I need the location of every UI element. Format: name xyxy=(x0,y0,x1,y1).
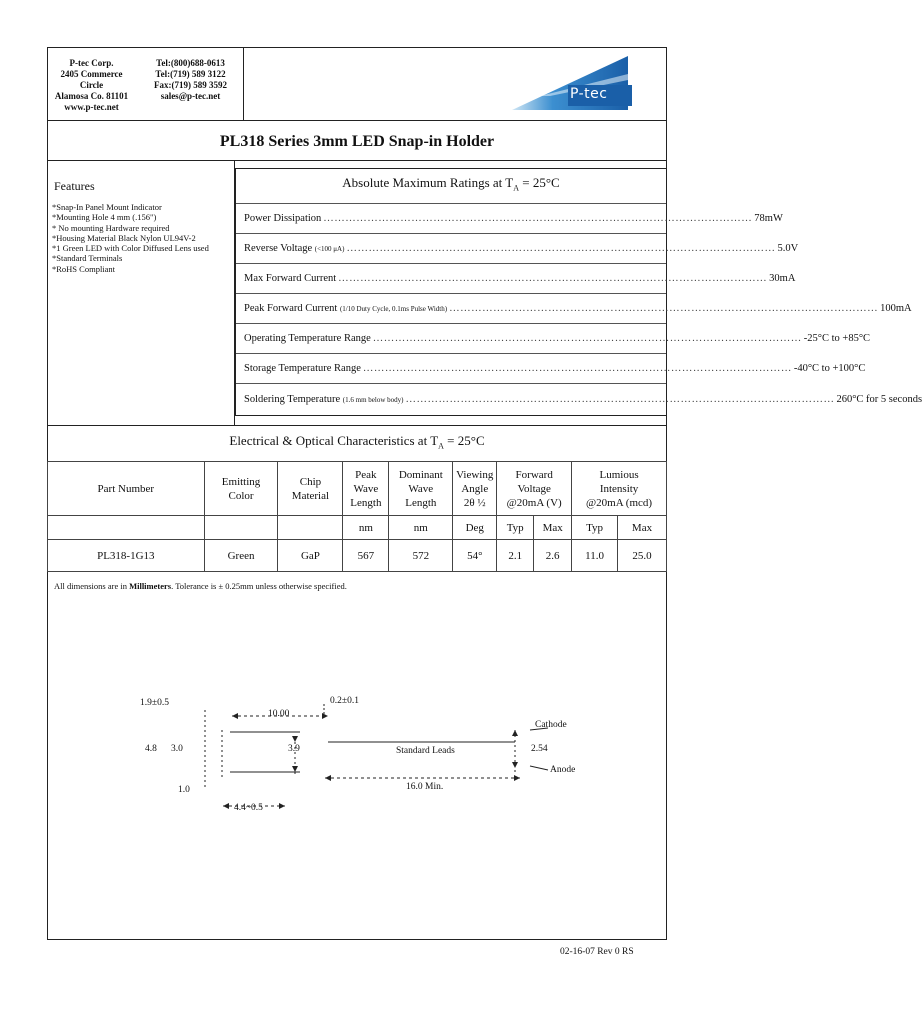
header-bottom-rule xyxy=(47,120,667,121)
table-units-row xyxy=(48,516,667,540)
rating-row: Power Dissipation ……………………………………………………………………………………………………… 78mW xyxy=(236,203,666,233)
feature-item: *Mounting Hole 4 mm (.156") xyxy=(52,212,157,223)
features-list xyxy=(52,202,232,274)
phone-2: Tel:(719) 589 3122 xyxy=(155,69,226,79)
cell-peak: 567 xyxy=(343,540,389,572)
feature-item: *Snap-In Panel Mount Indicator xyxy=(52,202,162,212)
mechanical-drawing xyxy=(130,690,590,820)
dim-4-4: 4.4~0.5 xyxy=(234,803,263,813)
unit-cell: nm xyxy=(389,516,453,540)
feature-item: *Housing Material Black Nylon UL94V-2 xyxy=(52,232,196,243)
feature-item: * No mounting Hardware required xyxy=(52,222,170,233)
electrical-top-rule xyxy=(47,425,667,426)
cell-part: PL318-1G13 xyxy=(48,540,205,572)
dim-4-8: 4.8 xyxy=(145,744,157,754)
feature-item: *RoHS Compliant xyxy=(52,263,116,274)
absolute-max-ratings xyxy=(235,168,922,416)
cell-iv-max: 25.0 xyxy=(618,540,667,572)
cell-vf-max: 2.6 xyxy=(534,540,572,572)
cell-vf-typ: 2.1 xyxy=(497,540,534,572)
rating-row: Reverse Voltage (<100 μA) ……………………………………………………………………………………………………… 5.0V xyxy=(236,233,666,263)
dim-1-9: 1.9±0.5 xyxy=(140,698,169,708)
page-title: PL318 Series 3mm LED Snap-in Holder xyxy=(219,133,495,150)
electrical-heading: Electrical & Optical Characteristics at $T_A = 25^\circ C$ xyxy=(229,433,485,451)
company-website: www.p-tec.net xyxy=(64,102,119,112)
features-heading: Features xyxy=(54,179,95,193)
company-name: P-tec Corp. xyxy=(69,58,114,68)
header-luminous-intensity: Lumious Intensity @20mA (mcd) xyxy=(572,462,667,516)
table-row xyxy=(48,540,667,572)
email: sales@p-tec.net xyxy=(160,91,221,101)
rating-row: Soldering Temperature (1.6 mm below body) ……………………………………………………………………………………………………… 260°C for 5 seconds xyxy=(236,383,666,414)
dim-0-2: 0.2±0.1 xyxy=(330,696,359,706)
unit-cell: Typ xyxy=(572,516,618,540)
rating-row: Storage Temperature Range ……………………………………………………………………………………………………… -40°C to +100°C xyxy=(236,353,666,383)
company-city: Alamosa Co. 81101 xyxy=(54,91,129,101)
header-divider xyxy=(243,47,244,120)
cathode-label: Cathode xyxy=(535,720,567,730)
header-peak-wavelength: Peak Wave Length xyxy=(343,462,389,516)
unit-cell: Deg xyxy=(453,516,497,540)
anode-label: Anode xyxy=(550,765,576,775)
dim-3-9: 3.9 xyxy=(288,744,300,754)
unit-cell: nm xyxy=(343,516,389,540)
dim-10-00: 10.00 xyxy=(268,709,290,719)
header-emitting-color: Emitting Color xyxy=(204,462,278,516)
header-part-number: Part Number xyxy=(48,462,205,516)
revision-footer: 02-16-07 Rev 0 RS xyxy=(560,947,634,957)
rating-row: Max Forward Current ……………………………………………………………………………………………………… 30mA xyxy=(236,263,666,293)
feature-item: *Standard Terminals xyxy=(52,253,123,264)
fax: Fax:(719) 589 3592 xyxy=(154,80,227,90)
cell-chip: GaP xyxy=(278,540,343,572)
header-viewing-angle: Viewing Angle 2θ ½ xyxy=(453,462,497,516)
cell-dominant: 572 xyxy=(389,540,453,572)
unit-cell: Typ xyxy=(497,516,534,540)
table-header-row xyxy=(48,462,667,516)
ratings-heading: Absolute Maximum Ratings at $T_A = 25^\circ C$ xyxy=(342,175,560,193)
dimension-note: All dimensions are in Millimeters. Tolerance is ± 0.25mm unless otherwise specified. xyxy=(54,581,347,591)
standard-leads-label: Standard Leads xyxy=(396,746,455,756)
header-forward-voltage: Forward Voltage @20mA (V) xyxy=(497,462,572,516)
logo-text: P-tec xyxy=(570,86,608,102)
cell-color: Green xyxy=(204,540,278,572)
header-chip-material: Chip Material xyxy=(278,462,343,516)
electrical-table xyxy=(47,461,667,572)
ptec-logo xyxy=(510,52,660,112)
unit-cell: Max xyxy=(618,516,667,540)
dim-2-54: 2.54 xyxy=(531,744,548,754)
company-contacts xyxy=(148,58,233,102)
rating-row: Peak Forward Current (1/10 Duty Cycle, 0.1ms Pulse Width) ……………………………………………………………………………………………………… 100mA xyxy=(236,293,666,323)
rating-row: Operating Temperature Range ……………………………………………………………………………………………………… -25°C to +85°C xyxy=(236,323,666,353)
phone-1: Tel:(800)688-0613 xyxy=(156,58,225,68)
dim-3-0: 3.0 xyxy=(171,744,183,754)
header-dominant-wavelength: Dominant Wave Length xyxy=(389,462,453,516)
cell-viewing: 54° xyxy=(453,540,497,572)
dim-16-0: 16.0 Min. xyxy=(406,782,444,792)
unit-cell: Max xyxy=(534,516,572,540)
dim-1-0: 1.0 xyxy=(178,785,190,795)
feature-item: *1 Green LED with Color Diffused Lens used xyxy=(52,243,209,254)
company-address xyxy=(54,58,129,113)
cell-iv-typ: 11.0 xyxy=(572,540,618,572)
company-street: 2405 Commerce Circle xyxy=(60,69,123,90)
features-panel xyxy=(47,160,235,426)
